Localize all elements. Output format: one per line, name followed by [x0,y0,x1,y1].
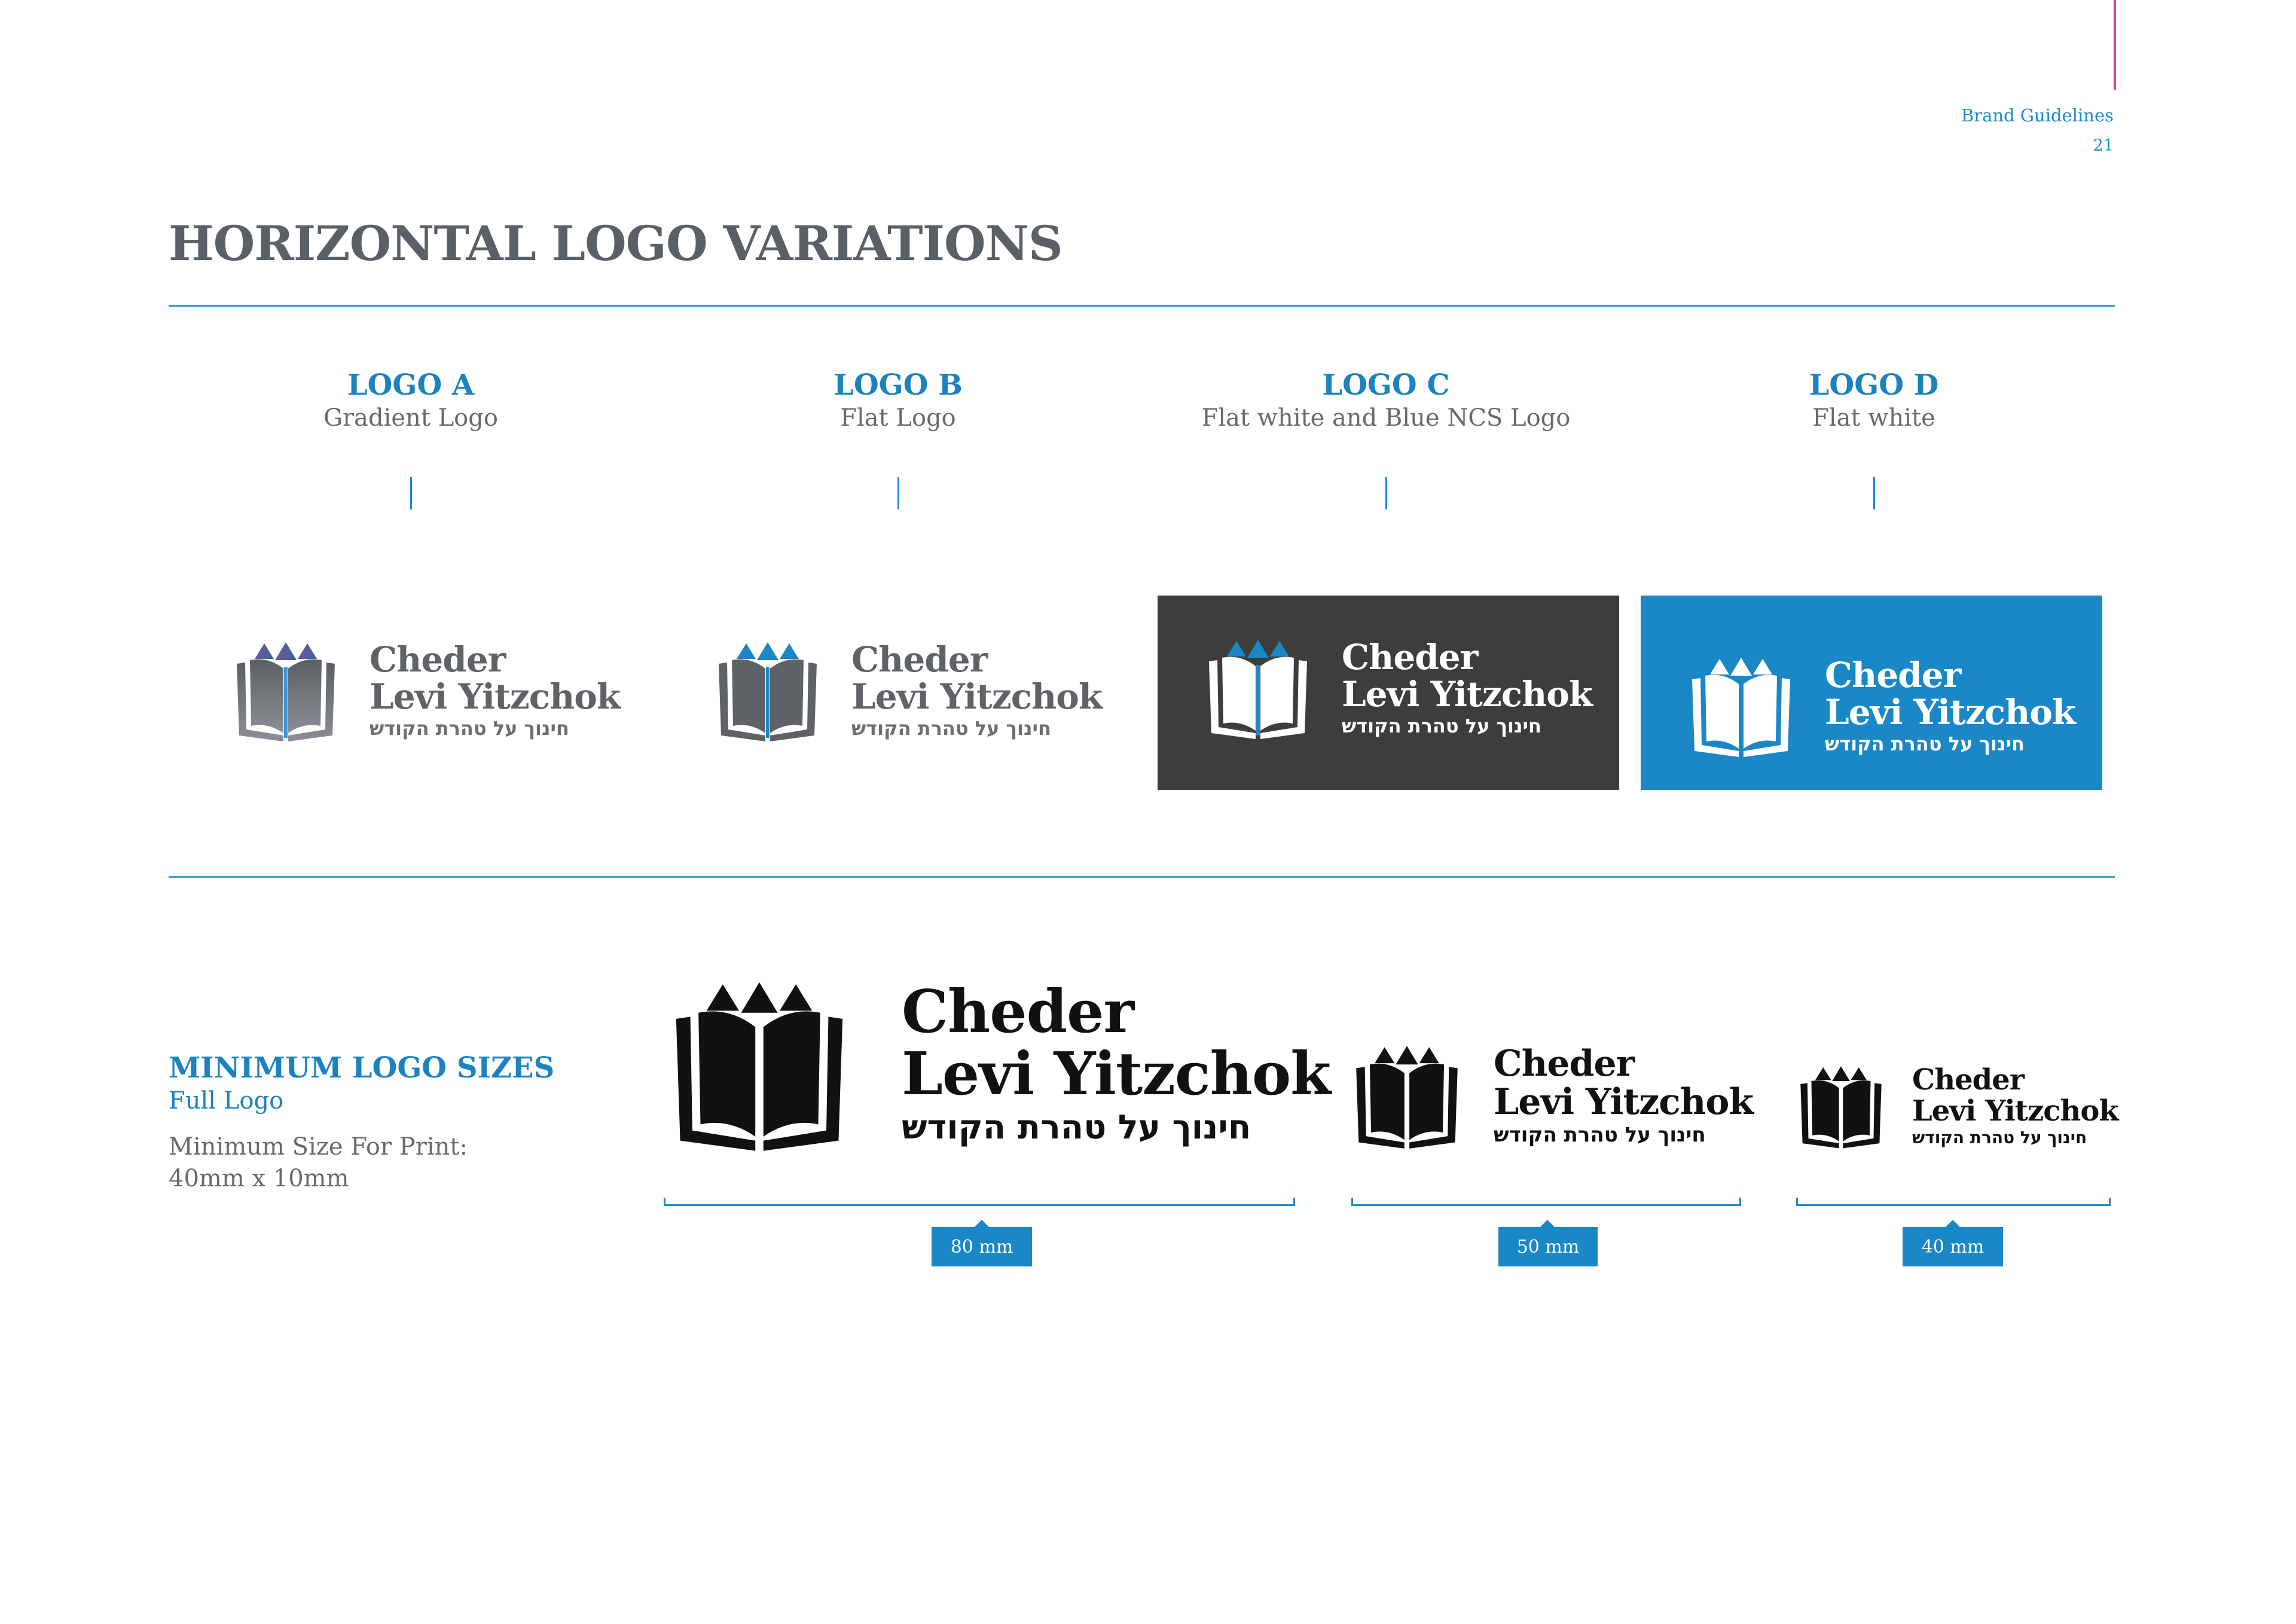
logo-tagline-hebrew: חינוך על טהרת הקודש [1912,1128,2087,1147]
minimum-sizes-title: MINIMUM LOGO SIZES [169,1051,555,1085]
logo-wordmark-line2: Levi Yitzchok [1912,1094,2118,1128]
logo-wordmark-line1: Cheder [1342,637,1478,677]
variant-a-pointer [410,477,412,509]
logo-wordmark-line1: Cheder [1912,1063,2025,1097]
logo-tagline-hebrew: חינוך על טהרת הקודש [1825,732,2025,755]
logo-wordmark-line2: Levi Yitzchok [370,676,621,717]
open-book-icon [670,978,849,1153]
logo-tagline-hebrew: חינוך על טהרת הקודש [1494,1123,1706,1147]
logo-wordmark-line2: Levi Yitzchok [1342,674,1593,715]
logo-black-50mm [1352,1043,1753,1150]
page-marker-bar [2114,0,2116,90]
size-bracket-40mm [1796,1198,2111,1206]
title-divider [169,305,2115,307]
variant-b-pointer [897,477,899,509]
page-title: HORIZONTAL LOGO VARIATIONS [169,215,1062,271]
minimum-size-note-line1: Minimum Size For Print: [169,1133,468,1161]
open-book-icon [1797,1064,1885,1149]
logo-wordmark-line2: Levi Yitzchok [1825,692,2076,732]
logo-wordmark-line2: Levi Yitzchok [902,1040,1331,1109]
open-book-icon [715,640,820,743]
variant-description: Flat white and Blue NCS Logo [1201,404,1571,432]
variant-b-label [629,368,1167,432]
logo-c-white-blue [1205,637,1592,740]
logo-wordmark-line2: Levi Yitzchok [1494,1081,1754,1123]
logo-a-gradient [233,640,620,743]
open-book-icon [233,640,338,743]
variant-name: LOGO B [833,368,963,402]
size-tag-pointer [1946,1220,1960,1227]
logo-tagline-hebrew: חינוך על טהרת הקודש [1342,715,1541,737]
doc-title: Brand Guidelines [1961,105,2114,126]
open-book-icon [1352,1043,1461,1150]
variant-d-label [1605,368,2143,432]
section-divider [169,876,2115,878]
logo-wordmark-line1: Cheder [851,639,988,680]
logo-tagline-hebrew: חינוך על טהרת הקודש [370,717,569,740]
logo-black-40mm [1797,1064,2118,1149]
minimum-sizes-subtitle: Full Logo [169,1087,284,1115]
minimum-size-note-line2: 40mm x 10mm [169,1165,349,1192]
logo-d-flat-white [1689,655,2075,758]
size-tag-pointer [1540,1220,1555,1227]
variant-description: Gradient Logo [323,404,498,432]
variant-description: Flat white [1812,404,1935,432]
minimum-size-note [169,1131,468,1195]
variant-c-pointer [1385,477,1387,509]
logo-black-80mm [670,978,1330,1153]
logo-tagline-hebrew: חינוך על טהרת הקודש [851,717,1051,740]
size-tag-40mm: 40 mm [1903,1227,2003,1266]
page-number: 21 [2093,136,2114,155]
variant-description: Flat Logo [840,404,956,432]
size-tag-pointer [975,1220,989,1227]
open-book-icon [1205,637,1311,740]
size-bracket-80mm [664,1198,1295,1206]
size-tag-50mm: 50 mm [1498,1227,1598,1266]
size-tag-80mm: 80 mm [932,1227,1032,1266]
variant-c-label [1117,368,1655,432]
open-book-icon [1689,655,1794,758]
logo-wordmark-line2: Levi Yitzchok [851,676,1103,717]
variant-name: LOGO C [1322,368,1450,402]
variant-d-pointer [1873,477,1875,509]
variant-a-label [142,368,680,432]
logo-b-flat [715,640,1102,743]
logo-wordmark-line1: Cheder [370,639,506,680]
logo-wordmark-line1: Cheder [1494,1043,1635,1085]
logo-wordmark-line1: Cheder [902,978,1134,1046]
variant-name: LOGO D [1809,368,1939,402]
size-bracket-50mm [1351,1198,1741,1206]
logo-wordmark-line1: Cheder [1825,655,1961,695]
variant-name: LOGO A [347,368,475,402]
logo-tagline-hebrew: חינוך על טהרת הקודש [902,1108,1251,1147]
